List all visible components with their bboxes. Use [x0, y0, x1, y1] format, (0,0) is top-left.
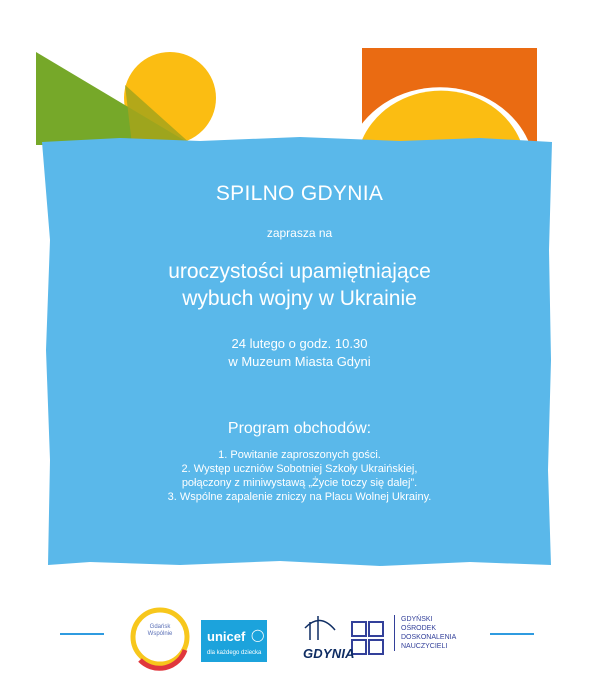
circle-logo-line-2: Wspólnie — [147, 631, 173, 637]
gdynia-logo-text: GDYNIA — [303, 646, 355, 661]
event-title-line-2: wybuch wojny w Ukrainie — [182, 287, 417, 310]
godn-line-1: GDYŃSKI — [401, 616, 433, 623]
circle-logo-line-1: Gdańsk — [149, 624, 171, 630]
unicef-logo — [201, 620, 267, 662]
event-date: 24 lutego o godz. 10.30 — [231, 336, 368, 351]
program-item: 3. Wspólne zapalenie zniczy na Placu Wolnej Ukrainy. — [167, 491, 432, 503]
program-item: połączony z miniwystawą „Życie toczy się dalej”. — [181, 477, 418, 489]
program-item: 1. Powitanie zaproszonych gości. — [218, 449, 381, 461]
program-item: 2. Występ uczniów Sobotniej Szkoły Ukraińskiej, — [181, 463, 418, 475]
globe-icon: ◯ — [251, 628, 265, 642]
event-title — [48, 258, 551, 312]
godn-logo-text — [394, 615, 456, 651]
event-when — [48, 335, 551, 371]
circle-logo-text — [140, 624, 180, 638]
event-title-line-1: uroczystości upamiętniające — [168, 260, 431, 283]
organizer-name: SPILNO GDYNIA — [215, 182, 384, 205]
partner-logos — [0, 600, 596, 680]
event-venue: w Muzeum Miasta Gdyni — [228, 354, 371, 369]
program-list — [48, 448, 551, 504]
unicef-tagline: dla każdego dziecka — [207, 650, 262, 656]
invite-text: zaprasza na — [266, 226, 333, 240]
program-title: Program obchodów: — [227, 420, 372, 437]
godn-line-3: DOSKONALENIA — [401, 634, 457, 641]
godn-line-4: NAUCZYCIELI — [401, 643, 448, 650]
unicef-wordmark: unicef — [207, 629, 246, 644]
godn-line-2: OŚRODEK — [401, 625, 437, 632]
poster-text-panel — [48, 140, 551, 565]
